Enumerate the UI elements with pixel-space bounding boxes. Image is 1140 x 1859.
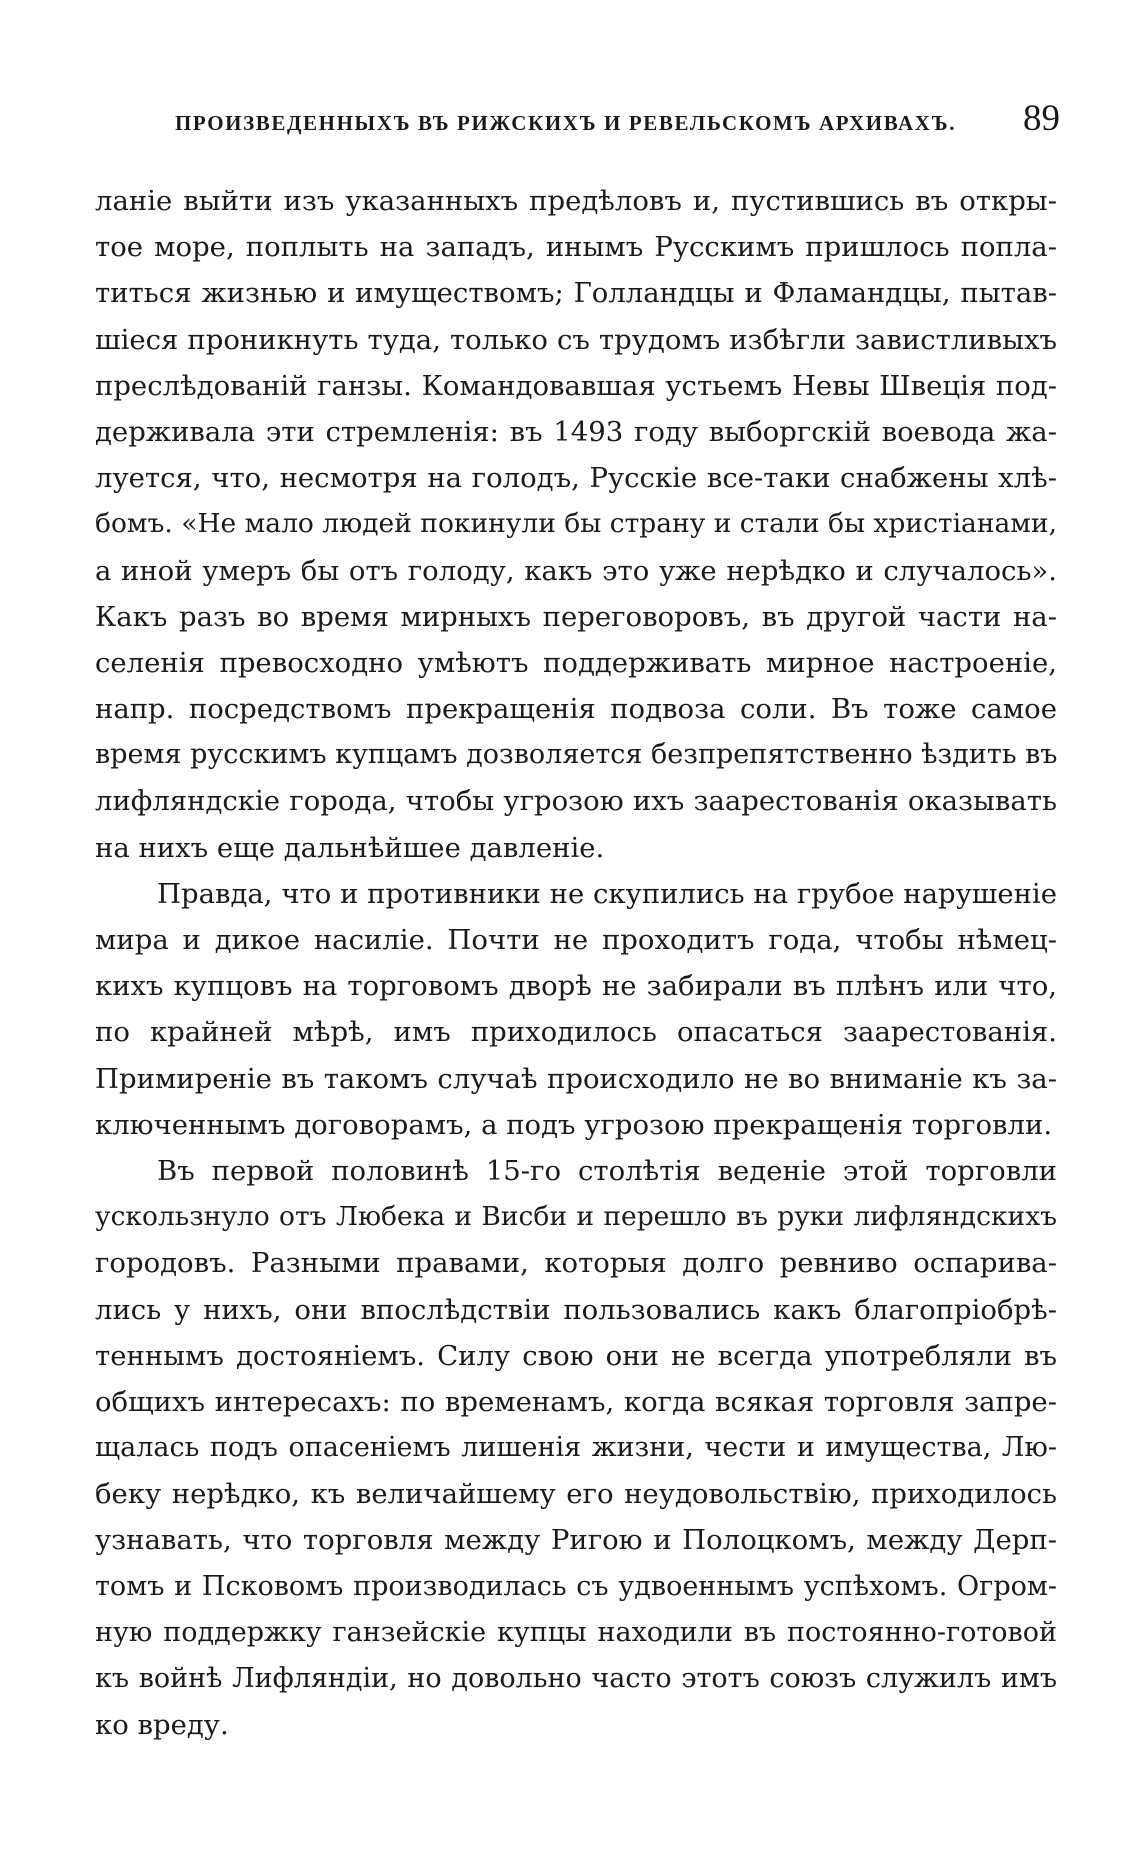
text-line: Какъ разъ во время мирныхъ переговоровъ, въ другой части на- xyxy=(95,600,1057,633)
text-line: титься жизнью и имуществомъ; Голландцы и Фламандцы, пытав- xyxy=(95,277,1057,310)
text-line: шіеся проникнуть туда, только съ трудомъ избѣгли завистливыхъ xyxy=(95,323,1057,356)
text-line: Въ первой половинѣ 15-го столѣтія веденіе этой торговли xyxy=(157,1154,1057,1187)
text-line: узнавать, что торговля между Ригою и Полоцкомъ, между Дерп- xyxy=(95,1524,1057,1557)
text-line: держивала эти стремленія: въ 1493 году выборгскій воевода жа- xyxy=(95,415,1057,448)
body-text xyxy=(95,178,1057,1748)
text-line: ланіе выйти изъ указанныхъ предѣловъ и, пустившись въ откры- xyxy=(95,185,1057,217)
text-line: время русскимъ купцамъ дозволяется безпрепятственно ѣздить въ xyxy=(95,739,1058,771)
running-head xyxy=(175,100,1060,152)
running-title: ПРОИЗВЕДЕННЫХЪ ВЪ РИЖСКИХЪ И РЕВЕЛЬСКОМЪ АРХИВАХЪ. xyxy=(175,111,957,135)
text-line: тое море, поплыть на западъ, инымъ Русскимъ пришлось попла- xyxy=(95,231,1057,264)
text-line: беку нерѣдко, къ величайшему его неудовольствію, приходилось xyxy=(95,1478,1057,1511)
text-line: бомъ. «Не мало людей покинули бы страну и стали бы христіанами, xyxy=(95,508,1057,540)
text-line: Правда, что и противники не скупились на грубое нарушеніе xyxy=(157,877,1057,910)
text-line: лифляндскіе города, чтобы угрозою ихъ заарестованія оказывать xyxy=(95,785,1057,818)
paragraph xyxy=(95,1148,1057,1748)
text-line: щалась подъ опасеніемъ лишенія жизни, чести и имущества, Лю- xyxy=(95,1432,1057,1464)
text-line: напр. посредствомъ прекращенія подвоза соли. Въ тоже самое xyxy=(95,693,1057,726)
text-line: мира и дикое насиліе. Почти не проходитъ года, чтобы нѣмец- xyxy=(95,924,1057,956)
text-line: преслѣдованій ганзы. Командовавшая устьемъ Невы Швеція под- xyxy=(95,369,1057,402)
text-line: томъ и Псковомъ производилась съ удвоеннымъ успѣхомъ. Огром- xyxy=(95,1570,1057,1602)
text-line: ко вреду. xyxy=(95,1709,229,1742)
text-line: а иной умеръ бы отъ голоду, какъ это уже нерѣдко и случалось». xyxy=(95,554,1057,587)
text-line: ускользнуло отъ Любека и Висби и перешло въ руки лифляндскихъ xyxy=(95,1201,1057,1233)
paragraph xyxy=(95,178,1057,871)
text-line: ключеннымъ договорамъ, а подъ угрозою прекращенія торговли. xyxy=(95,1108,1053,1141)
text-line: селенія превосходно умѣютъ поддерживать мирное настроеніе, xyxy=(95,646,1057,679)
text-line: Примиреніе въ такомъ случаѣ происходило не во вниманіе къ за- xyxy=(95,1062,1057,1095)
text-line: ную поддержку ганзейскіе купцы находили въ постоянно-готовой xyxy=(95,1616,1057,1648)
paragraph xyxy=(95,871,1057,1148)
text-line: общихъ интересахъ: по временамъ, когда всякая торговля запре- xyxy=(95,1385,1057,1418)
text-line: луется, что, несмотря на голодъ, Русскіе все-таки снабжены хлѣ- xyxy=(95,462,1057,495)
text-line: лись у нихъ, они впослѣдствіи пользовались какъ благопріобрѣ- xyxy=(95,1293,1057,1326)
text-line: по крайней мѣрѣ, имъ приходилось опасаться заарестованія. xyxy=(95,1016,1057,1049)
text-line: къ войнѣ Лифляндіи, но довольно часто этотъ союзъ служилъ имъ xyxy=(95,1663,1057,1694)
text-line: кихъ купцовъ на торговомъ дворѣ не забирали въ плѣнъ или что, xyxy=(95,970,1057,1003)
text-line: городовъ. Разными правами, которыя долго ревниво оспарива- xyxy=(95,1247,1057,1280)
text-line: на нихъ еще дальнѣйшее давленіе. xyxy=(95,831,605,864)
text-line: теннымъ достояніемъ. Силу свою они не всегда употребляли въ xyxy=(95,1339,1057,1372)
page-number: 89 xyxy=(1023,98,1060,139)
